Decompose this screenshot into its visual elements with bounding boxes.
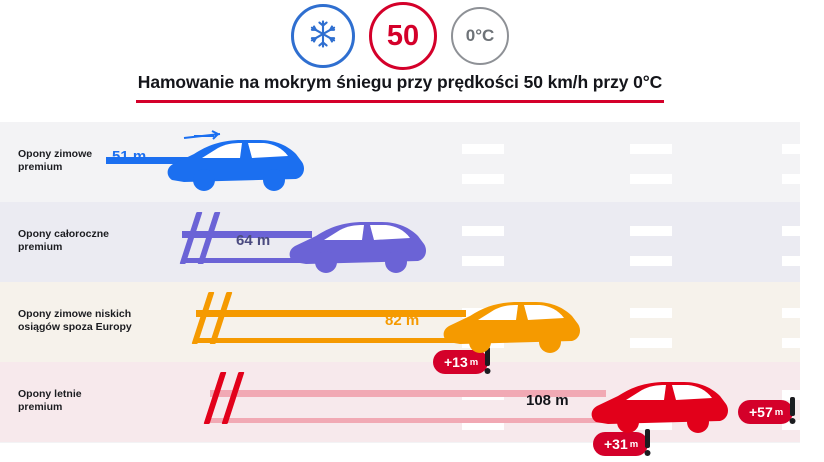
car-winter-premium: [164, 132, 306, 199]
row-label-winter-premium: Opony zimowe premium: [18, 148, 93, 174]
value-winter-low-cost: 82 m: [385, 312, 420, 329]
bar-summer-premium-bottom: [210, 418, 606, 423]
badge-row: [0, 4, 800, 68]
title-container: [0, 72, 800, 103]
delta-unit-summer-premium: m: [774, 406, 784, 418]
temperature-badge: 0°C: [451, 7, 509, 65]
car-winter-low-cost: [440, 294, 582, 361]
chart-road: [0, 122, 800, 452]
delta-pill-summer-premium: [738, 400, 793, 424]
road-dash-column-3: [782, 122, 824, 443]
value-summer-premium: 108 m: [526, 392, 569, 409]
delta-unit-all-season: m: [469, 356, 479, 368]
snowflake-icon: [308, 19, 338, 54]
car-summer-premium: [588, 374, 730, 441]
delta-value-winter-low-cost: +31: [604, 436, 628, 452]
cone-icon-summer-premium: [787, 397, 798, 423]
car-all-season-premium: [286, 214, 428, 281]
delta-unit-winter-low-cost: m: [629, 438, 639, 450]
row-label-all-season-premium: Opony całoroczne premium: [18, 228, 110, 254]
bar-winter-low-cost-top: [196, 310, 466, 317]
snowflake-badge: [291, 4, 355, 68]
speed-badge: 50: [369, 2, 437, 70]
value-all-season: 64 m: [236, 232, 271, 249]
row-label-winter-low-cost: Opony zimowe niskich osiągów spoza Europy: [18, 308, 132, 334]
delta-value-all-season: +13: [444, 354, 468, 370]
delta-value-summer-premium: +57: [749, 404, 773, 420]
page-title: Hamowanie na mokrym śniegu przy prędkości 50 km/h przy 0°C: [136, 72, 664, 103]
value-winter-premium: 51 m: [112, 148, 147, 165]
bar-winter-low-cost-bottom: [196, 338, 466, 343]
row-label-summer-premium: Opony letnie premium: [18, 388, 82, 414]
